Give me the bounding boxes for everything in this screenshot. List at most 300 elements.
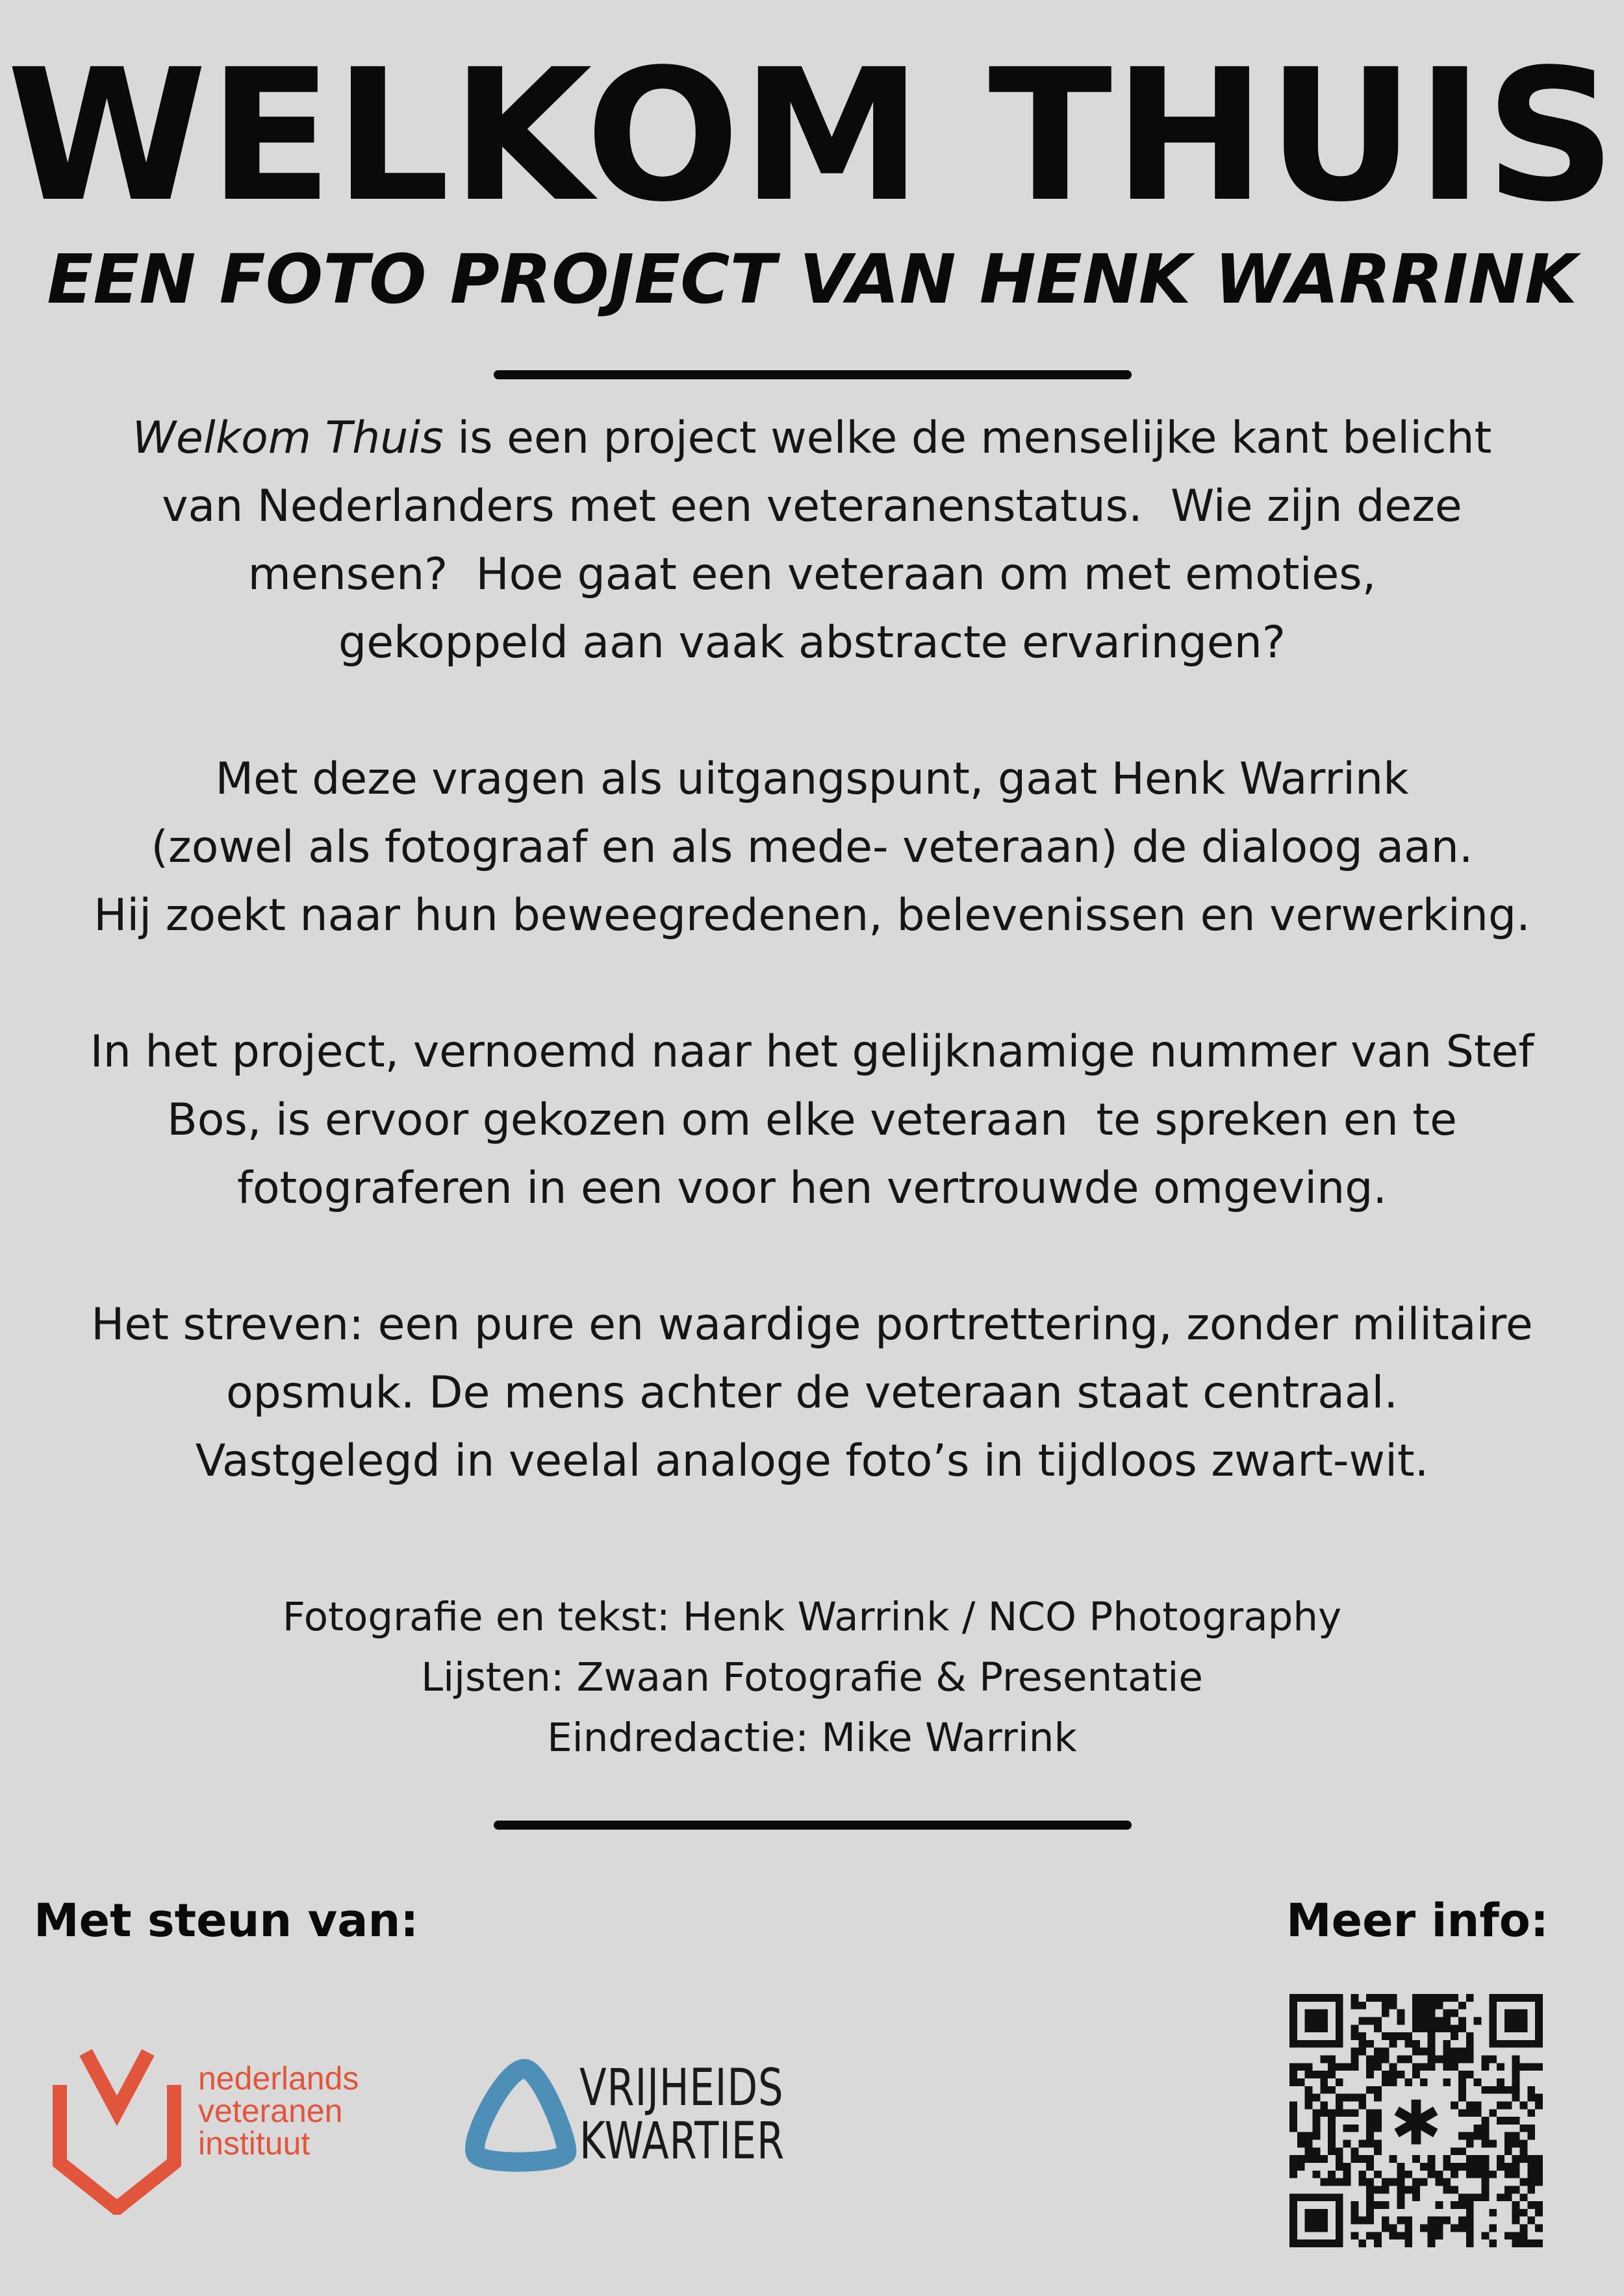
qr-module bbox=[1389, 2078, 1397, 2086]
qr-module bbox=[1289, 2078, 1297, 2086]
qr-module bbox=[1443, 2163, 1451, 2171]
qr-module bbox=[1358, 2239, 1366, 2247]
qr-module bbox=[1336, 2078, 1343, 2086]
qr-module bbox=[1366, 2040, 1374, 2048]
qr-module bbox=[1451, 2010, 1458, 2017]
qr-module bbox=[1458, 2217, 1466, 2225]
paragraph-line: Hij zoekt naar hun beweegredenen, belevenissen en verwerking. bbox=[94, 890, 1530, 941]
qr-module bbox=[1382, 2217, 1389, 2225]
qr-module bbox=[1312, 2117, 1320, 2125]
qr-module bbox=[1481, 2086, 1489, 2094]
qr-module bbox=[1289, 2201, 1297, 2209]
qr-module bbox=[1520, 2225, 1528, 2232]
qr-module bbox=[1504, 2101, 1512, 2109]
qr-module bbox=[1382, 2056, 1389, 2063]
qr-module bbox=[1382, 2078, 1389, 2086]
qr-module bbox=[1451, 2048, 1458, 2056]
qr-module bbox=[1520, 2010, 1528, 2017]
qr-module bbox=[1289, 2010, 1297, 2017]
qr-module bbox=[1374, 2117, 1382, 2125]
qr-module bbox=[1489, 1994, 1497, 2002]
qr-module bbox=[1535, 2040, 1543, 2048]
qr-module bbox=[1404, 2078, 1412, 2086]
qr-module bbox=[1489, 2017, 1497, 2025]
qr-module bbox=[1504, 2040, 1512, 2048]
qr-module bbox=[1343, 2163, 1351, 2171]
qr-module bbox=[1420, 2063, 1428, 2071]
qr-module bbox=[1328, 2117, 1336, 2125]
qr-module bbox=[1466, 2201, 1474, 2209]
qr-module bbox=[1420, 2225, 1428, 2232]
qr-module bbox=[1312, 2193, 1320, 2201]
qr-module bbox=[1404, 2186, 1412, 2193]
qr-module bbox=[1328, 2140, 1336, 2148]
qr-module bbox=[1458, 2147, 1466, 2155]
qr-module bbox=[1336, 2225, 1343, 2232]
qr-module bbox=[1336, 2040, 1343, 2048]
qr-module bbox=[1351, 2232, 1359, 2239]
qr-module bbox=[1351, 2025, 1359, 2032]
paragraph-project bbox=[39, 1018, 1585, 1222]
qr-module bbox=[1466, 2132, 1474, 2140]
qr-module bbox=[1305, 2239, 1313, 2247]
qr-module bbox=[1351, 2209, 1359, 2217]
qr-module bbox=[1343, 2094, 1351, 2102]
qr-module bbox=[1374, 2171, 1382, 2178]
qr-module bbox=[1504, 2171, 1512, 2178]
qr-module bbox=[1520, 2239, 1528, 2247]
qr-module bbox=[1336, 2209, 1343, 2217]
qr-module bbox=[1428, 2032, 1436, 2040]
qr-module bbox=[1412, 2010, 1420, 2017]
qr-module bbox=[1466, 2171, 1474, 2178]
qr-module bbox=[1336, 2109, 1343, 2117]
qr-module bbox=[1374, 2147, 1382, 2155]
qr-module bbox=[1512, 2217, 1520, 2225]
qr-module bbox=[1443, 2186, 1451, 2193]
qr-module bbox=[1343, 2140, 1351, 2148]
credit-photography: Fotografie en tekst: Henk Warrink / NCO Photography bbox=[282, 1594, 1342, 1640]
qr-module bbox=[1382, 2032, 1389, 2040]
vk-wordmark-line: VRIJHEIDS bbox=[579, 2059, 784, 2117]
qr-module bbox=[1374, 2140, 1382, 2148]
qr-module bbox=[1389, 2071, 1397, 2078]
qr-module bbox=[1366, 2063, 1374, 2071]
qr-module bbox=[1289, 2232, 1297, 2239]
qr-module bbox=[1428, 2171, 1436, 2178]
qr-module bbox=[1428, 2002, 1436, 2010]
qr-module bbox=[1466, 2155, 1474, 2163]
qr-module bbox=[1443, 2063, 1451, 2071]
qr-module bbox=[1305, 2217, 1313, 2225]
qr-module bbox=[1474, 2155, 1482, 2163]
qr-module bbox=[1366, 2178, 1374, 2186]
qr-module bbox=[1312, 2094, 1320, 2102]
qr-code-icon[interactable] bbox=[1289, 1994, 1543, 2247]
qr-module bbox=[1520, 2193, 1528, 2201]
qr-module bbox=[1436, 2025, 1443, 2032]
qr-module bbox=[1305, 2025, 1313, 2032]
qr-module bbox=[1451, 2056, 1458, 2063]
qr-module bbox=[1328, 2125, 1336, 2132]
qr-module bbox=[1481, 2155, 1489, 2163]
qr-module bbox=[1336, 1994, 1343, 2002]
qr-module bbox=[1527, 2063, 1535, 2071]
qr-module bbox=[1397, 2010, 1404, 2017]
qr-module bbox=[1527, 2163, 1535, 2171]
qr-module bbox=[1466, 2239, 1474, 2247]
bottom-divider bbox=[494, 1821, 1132, 1830]
qr-module bbox=[1481, 2140, 1489, 2148]
qr-module bbox=[1443, 2025, 1451, 2032]
qr-module bbox=[1336, 2094, 1343, 2102]
qr-module bbox=[1289, 2117, 1297, 2125]
paragraph-line: Vastgelegd in veelal analoge foto’s in tijdloos zwart-wit. bbox=[195, 1435, 1429, 1487]
qr-module bbox=[1289, 2155, 1297, 2163]
qr-module bbox=[1289, 2025, 1297, 2032]
qr-module bbox=[1351, 2048, 1359, 2056]
qr-module bbox=[1328, 2056, 1336, 2063]
qr-module bbox=[1374, 2048, 1382, 2056]
qr-module bbox=[1343, 2125, 1351, 2132]
qr-module bbox=[1535, 2094, 1543, 2102]
qr-module bbox=[1527, 2239, 1535, 2247]
vk-wordmark-line: KWARTIER bbox=[579, 2112, 785, 2171]
qr-module bbox=[1336, 2232, 1343, 2239]
nvi-wordmark bbox=[198, 2062, 359, 2160]
qr-module bbox=[1404, 2040, 1412, 2048]
qr-module bbox=[1382, 2178, 1389, 2186]
qr-module bbox=[1512, 2056, 1520, 2063]
qr-module bbox=[1420, 2163, 1428, 2171]
vrijheidskwartier-logo[interactable] bbox=[463, 2026, 826, 2182]
qr-module bbox=[1520, 2101, 1528, 2109]
qr-module bbox=[1520, 2147, 1528, 2155]
qr-module bbox=[1520, 1994, 1528, 2002]
qr-module bbox=[1366, 2217, 1374, 2225]
qr-module bbox=[1474, 2125, 1482, 2132]
qr-module bbox=[1466, 2040, 1474, 2048]
qr-module bbox=[1358, 2171, 1366, 2178]
qr-module bbox=[1320, 2017, 1328, 2025]
qr-module bbox=[1305, 2209, 1313, 2217]
qr-module bbox=[1458, 2193, 1466, 2201]
qr-module bbox=[1451, 2225, 1458, 2232]
qr-module bbox=[1420, 1994, 1428, 2002]
qr-module bbox=[1351, 2109, 1359, 2117]
qr-module bbox=[1504, 2193, 1512, 2201]
qr-module bbox=[1312, 2155, 1320, 2163]
qr-module bbox=[1428, 2063, 1436, 2071]
qr-module bbox=[1481, 2063, 1489, 2071]
qr-module bbox=[1512, 2025, 1520, 2032]
qr-module bbox=[1336, 2010, 1343, 2017]
qr-module bbox=[1358, 2048, 1366, 2056]
qr-module bbox=[1336, 2178, 1343, 2186]
qr-module bbox=[1481, 2117, 1489, 2125]
qr-module bbox=[1489, 2002, 1497, 2010]
qr-module bbox=[1489, 2010, 1497, 2017]
intro-paragraph bbox=[39, 404, 1585, 677]
qr-module bbox=[1312, 2109, 1320, 2117]
qr-module bbox=[1512, 2155, 1520, 2163]
qr-module bbox=[1328, 2239, 1336, 2247]
qr-module bbox=[1289, 2239, 1297, 2247]
qr-module bbox=[1358, 2040, 1366, 2048]
qr-module bbox=[1443, 2040, 1451, 2048]
qr-module bbox=[1436, 2217, 1443, 2225]
qr-module bbox=[1305, 2140, 1313, 2148]
qr-module bbox=[1504, 2010, 1512, 2017]
nederlands-veteraneninstituut-logo[interactable] bbox=[52, 2046, 416, 2215]
qr-module bbox=[1297, 2193, 1305, 2201]
qr-module bbox=[1336, 2193, 1343, 2201]
qr-module bbox=[1389, 1994, 1397, 2002]
paragraph-line: opsmuk. De mens achter de veteraan staat centraal. bbox=[225, 1367, 1399, 1419]
qr-module bbox=[1374, 2094, 1382, 2102]
qr-module bbox=[1343, 2171, 1351, 2178]
qr-module bbox=[1451, 1994, 1458, 2002]
qr-center-asterisk-icon: ✱ bbox=[1390, 2088, 1442, 2160]
qr-module bbox=[1297, 2078, 1305, 2086]
qr-module bbox=[1312, 2209, 1320, 2217]
qr-module bbox=[1466, 2109, 1474, 2117]
qr-module bbox=[1527, 2178, 1535, 2186]
qr-module bbox=[1520, 2017, 1528, 2025]
paragraph-line: (zowel als fotograaf en als mede- veteraan) de dialoog aan. bbox=[151, 822, 1473, 873]
qr-module bbox=[1320, 2193, 1328, 2201]
qr-module bbox=[1297, 2140, 1305, 2148]
qr-module bbox=[1443, 1994, 1451, 2002]
credits bbox=[0, 1587, 1624, 1768]
qr-module bbox=[1466, 2232, 1474, 2239]
qr-module bbox=[1512, 2040, 1520, 2048]
qr-module bbox=[1466, 2071, 1474, 2078]
qr-module bbox=[1336, 2017, 1343, 2025]
qr-module bbox=[1366, 2132, 1374, 2140]
qr-module bbox=[1504, 2025, 1512, 2032]
qr-module bbox=[1420, 2017, 1428, 2025]
qr-module bbox=[1512, 2163, 1520, 2171]
qr-module bbox=[1412, 2025, 1420, 2032]
qr-module bbox=[1320, 2010, 1328, 2017]
qr-module bbox=[1458, 2002, 1466, 2010]
qr-module bbox=[1504, 2163, 1512, 2171]
qr-module bbox=[1458, 2017, 1466, 2025]
project-name: Welkom Thuis bbox=[132, 412, 444, 464]
qr-module bbox=[1489, 2040, 1497, 2048]
qr-module bbox=[1443, 2155, 1451, 2163]
qr-module bbox=[1382, 2048, 1389, 2056]
qr-module bbox=[1412, 2186, 1420, 2193]
qr-module bbox=[1305, 2040, 1313, 2048]
qr-module bbox=[1289, 2017, 1297, 2025]
qr-module bbox=[1343, 2109, 1351, 2117]
qr-module bbox=[1489, 2239, 1497, 2247]
qr-module bbox=[1297, 2239, 1305, 2247]
qr-module bbox=[1466, 1994, 1474, 2002]
qr-module bbox=[1428, 2010, 1436, 2017]
top-divider bbox=[494, 370, 1132, 379]
qr-module bbox=[1420, 2048, 1428, 2056]
qr-module bbox=[1382, 1994, 1389, 2002]
qr-module bbox=[1397, 2163, 1404, 2171]
qr-module bbox=[1474, 2017, 1482, 2025]
qr-module bbox=[1305, 2010, 1313, 2017]
qr-module bbox=[1512, 2071, 1520, 2078]
qr-module bbox=[1397, 2232, 1404, 2239]
qr-module bbox=[1458, 2056, 1466, 2063]
qr-module bbox=[1366, 2209, 1374, 2217]
qr-module bbox=[1328, 2132, 1336, 2140]
qr-module bbox=[1336, 2063, 1343, 2071]
nvi-wordmark-line: veteranen bbox=[198, 2093, 343, 2129]
qr-module bbox=[1504, 2232, 1512, 2239]
paragraph-aim bbox=[39, 1291, 1585, 1495]
qr-module bbox=[1397, 2171, 1404, 2178]
qr-module bbox=[1412, 2048, 1420, 2056]
qr-module bbox=[1374, 2201, 1382, 2209]
qr-module bbox=[1312, 2217, 1320, 2225]
qr-module bbox=[1351, 2056, 1359, 2063]
qr-module bbox=[1328, 1994, 1336, 2002]
nvi-v-shield-icon bbox=[52, 2046, 182, 2215]
vrijheidskwartier-triangle-icon bbox=[463, 2026, 579, 2182]
qr-module bbox=[1520, 2178, 1528, 2186]
qr-module bbox=[1351, 2002, 1359, 2010]
qr-module bbox=[1497, 2086, 1504, 2094]
qr-module bbox=[1358, 2101, 1366, 2109]
qr-module bbox=[1535, 2171, 1543, 2178]
qr-module bbox=[1305, 2086, 1313, 2094]
qr-module bbox=[1527, 2132, 1535, 2140]
qr-module bbox=[1312, 2225, 1320, 2232]
qr-module bbox=[1512, 2117, 1520, 2125]
qr-module bbox=[1320, 2225, 1328, 2232]
qr-module bbox=[1412, 2017, 1420, 2025]
qr-module bbox=[1512, 2209, 1520, 2217]
qr-module bbox=[1489, 2171, 1497, 2178]
qr-module bbox=[1412, 2071, 1420, 2078]
qr-module bbox=[1420, 2078, 1428, 2086]
qr-module bbox=[1289, 2040, 1297, 2048]
qr-module bbox=[1351, 2094, 1359, 2102]
qr-module bbox=[1535, 2063, 1543, 2071]
qr-module bbox=[1443, 2010, 1451, 2017]
poster-title: WELKOM THUIS bbox=[6, 31, 1618, 242]
qr-module bbox=[1351, 2032, 1359, 2040]
qr-module bbox=[1404, 2232, 1412, 2239]
qr-module bbox=[1382, 2225, 1389, 2232]
qr-module bbox=[1289, 2163, 1297, 2171]
qr-module bbox=[1428, 2225, 1436, 2232]
qr-module bbox=[1466, 2101, 1474, 2109]
qr-module bbox=[1527, 2217, 1535, 2225]
qr-module bbox=[1436, 2056, 1443, 2063]
qr-module bbox=[1366, 2232, 1374, 2239]
qr-module bbox=[1336, 2217, 1343, 2225]
qr-module bbox=[1489, 2086, 1497, 2094]
qr-module bbox=[1305, 2225, 1313, 2232]
qr-module bbox=[1374, 2186, 1382, 2193]
qr-module bbox=[1489, 2025, 1497, 2032]
paragraph-line: Bos, is ervoor gekozen om elke veteraan te spreken en te bbox=[167, 1094, 1457, 1146]
qr-module bbox=[1366, 2163, 1374, 2171]
qr-module bbox=[1504, 2147, 1512, 2155]
qr-module bbox=[1474, 2193, 1482, 2201]
qr-module bbox=[1312, 1994, 1320, 2002]
qr-module bbox=[1412, 2040, 1420, 2048]
qr-module bbox=[1312, 2071, 1320, 2078]
intro-line: mensen? Hoe gaat een veteraan om met emoties, bbox=[247, 549, 1377, 600]
qr-module bbox=[1436, 2002, 1443, 2010]
qr-module bbox=[1489, 2225, 1497, 2232]
qr-module bbox=[1458, 2225, 1466, 2232]
qr-module bbox=[1466, 2163, 1474, 2171]
qr-module bbox=[1443, 2048, 1451, 2056]
qr-module bbox=[1458, 2071, 1466, 2078]
qr-module bbox=[1328, 2147, 1336, 2155]
qr-module bbox=[1312, 2010, 1320, 2017]
qr-module bbox=[1535, 2178, 1543, 2186]
qr-module bbox=[1512, 2132, 1520, 2140]
qr-module bbox=[1358, 2140, 1366, 2148]
qr-module bbox=[1527, 2086, 1535, 2094]
support-label: Met steun van: bbox=[34, 1894, 419, 1947]
qr-module bbox=[1512, 2086, 1520, 2094]
qr-module bbox=[1520, 2125, 1528, 2132]
qr-module bbox=[1305, 1994, 1313, 2002]
qr-module bbox=[1535, 2225, 1543, 2232]
qr-module bbox=[1320, 2056, 1328, 2063]
qr-module bbox=[1458, 2025, 1466, 2032]
qr-module bbox=[1412, 2178, 1420, 2186]
qr-module bbox=[1397, 2178, 1404, 2186]
qr-module bbox=[1535, 1994, 1543, 2002]
qr-module bbox=[1443, 2056, 1451, 2063]
qr-module bbox=[1466, 2048, 1474, 2056]
qr-module bbox=[1420, 2025, 1428, 2032]
qr-module bbox=[1527, 2171, 1535, 2178]
qr-module bbox=[1466, 2193, 1474, 2201]
qr-module bbox=[1466, 2225, 1474, 2232]
qr-module bbox=[1428, 2056, 1436, 2063]
qr-module bbox=[1366, 2125, 1374, 2132]
qr-module bbox=[1320, 2078, 1328, 2086]
qr-module bbox=[1336, 2239, 1343, 2247]
qr-module bbox=[1336, 2002, 1343, 2010]
qr-module bbox=[1451, 2163, 1458, 2171]
qr-module bbox=[1366, 2017, 1374, 2025]
qr-module bbox=[1366, 1994, 1374, 2002]
qr-module bbox=[1458, 2109, 1466, 2117]
qr-module bbox=[1428, 1994, 1436, 2002]
qr-module bbox=[1535, 2032, 1543, 2040]
qr-module bbox=[1481, 2186, 1489, 2193]
qr-module bbox=[1320, 2040, 1328, 2048]
qr-module bbox=[1512, 2094, 1520, 2102]
qr-module bbox=[1481, 2171, 1489, 2178]
qr-module bbox=[1397, 2201, 1404, 2209]
qr-module bbox=[1336, 2163, 1343, 2171]
qr-module bbox=[1358, 2094, 1366, 2102]
qr-module bbox=[1412, 2063, 1420, 2071]
qr-module bbox=[1489, 2209, 1497, 2217]
qr-module bbox=[1328, 2193, 1336, 2201]
qr-module bbox=[1535, 2209, 1543, 2217]
qr-module bbox=[1305, 2063, 1313, 2071]
qr-module bbox=[1474, 2101, 1482, 2109]
